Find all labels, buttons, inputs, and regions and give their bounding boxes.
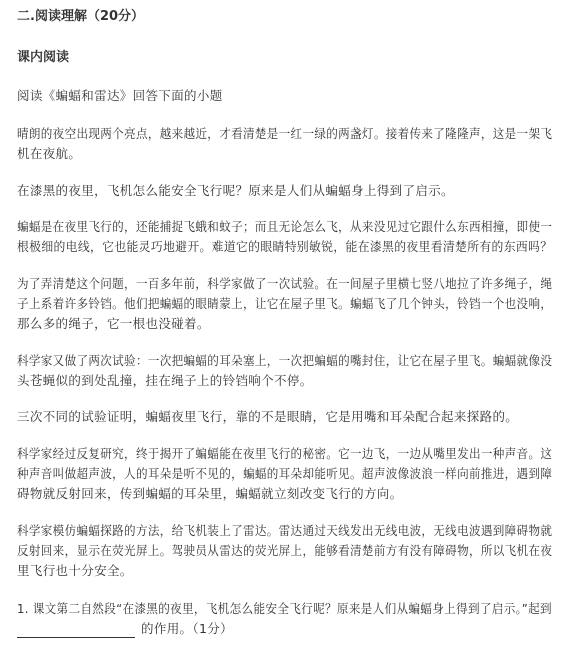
paragraph-line: 科学家又做了两次试验：一次把蝙蝠的耳朵塞上，一次把蝙蝠的嘴封住，让它在屋子里飞。蝙蝠就像没 (17, 353, 553, 368)
paragraph-line: 根极细的电线，它也能灵巧地避开。难道它的眼睛特别敏锐，能在漆黑的夜里看清楚所有的东西吗？ (17, 239, 553, 254)
paragraph-line: 那么多的绳子，它一根也没碰着。 (17, 316, 210, 331)
paragraph-line: 蝙蝠是在夜里飞行的，还能捕捉飞蛾和蚊子；而且无论怎么飞，从来没见过它跟什么东西相撞，即使一 (17, 219, 553, 234)
paragraph-line: 为了弄清楚这个问题，一百多年前，科学家做了一次试验。在一间屋子里横七竖八地拉了许多绳子，绳 (17, 276, 553, 291)
paragraph-line: 晴朗的夜空出现两个亮点，越来越近，才看清楚是一红一绿的两盏灯。接着传来了隆隆声，这是一架飞 (17, 126, 553, 141)
paragraph-line: 子上系着许多铃铛。他们把蝙蝠的眼睛蒙上，让它在屋子里飞。蝙蝠飞了几个钟头，铃铛一个也没响， (17, 296, 553, 311)
paragraph-line: 科学家模仿蝙蝠探路的方法，给飞机装上了雷达。雷达通过天线发出无线电波，无线电波遇到障碍物就 (17, 523, 553, 538)
instruction: 阅读《蝙蝠和雷达》回答下面的小题 (17, 88, 223, 103)
question-line-2 (17, 620, 233, 638)
paragraph-line: 头苍蝇似的到处乱撞，挂在绳子上的铃铛响个不停。 (17, 373, 313, 388)
paragraph-line: 在漆黑的夜里，飞机怎么能安全飞行呢？原来是人们从蝙蝠身上得到了启示。 (17, 183, 454, 198)
answer-blank[interactable] (17, 623, 135, 638)
paragraph-line: 反射回来，显示在荧光屏上。驾驶员从雷达的荧光屏上，能够看清楚前方有没有障碍物，所以飞机在夜 (17, 543, 553, 558)
paragraph-line: 机在夜航。 (17, 146, 82, 161)
subsection-title: 课内阅读 (17, 50, 70, 65)
question-text: 1. 课文第二自然段“在漆黑的夜里，飞机怎么能安全飞行呢？原来是人们从蝙蝠身上得到了启示。”起到 (17, 601, 552, 616)
section-title: 二.阅读理解（20分） (17, 9, 145, 24)
paragraph-line: 里飞行也十分安全。 (17, 563, 133, 578)
question-suffix: 的作用。（1分） (141, 621, 234, 636)
paragraph-line: 碍物就反射回来，传到蝙蝠的耳朵里，蝙蝠就立刻改变飞行的方向。 (17, 486, 403, 501)
paragraph-line: 三次不同的试验证明，蝙蝠夜里飞行，靠的不是眼睛，它是用嘴和耳朵配合起来探路的。 (17, 409, 519, 424)
paragraph-line: 种声音叫做超声波，人的耳朵是听不见的，蝙蝠的耳朵却能听见。超声波像波浪一样向前推进，遇到障 (17, 466, 553, 481)
paragraph-line: 科学家经过反复研究，终于揭开了蝙蝠能在夜里飞行的秘密。它一边飞，一边从嘴里发出一种声音。这 (17, 446, 553, 461)
